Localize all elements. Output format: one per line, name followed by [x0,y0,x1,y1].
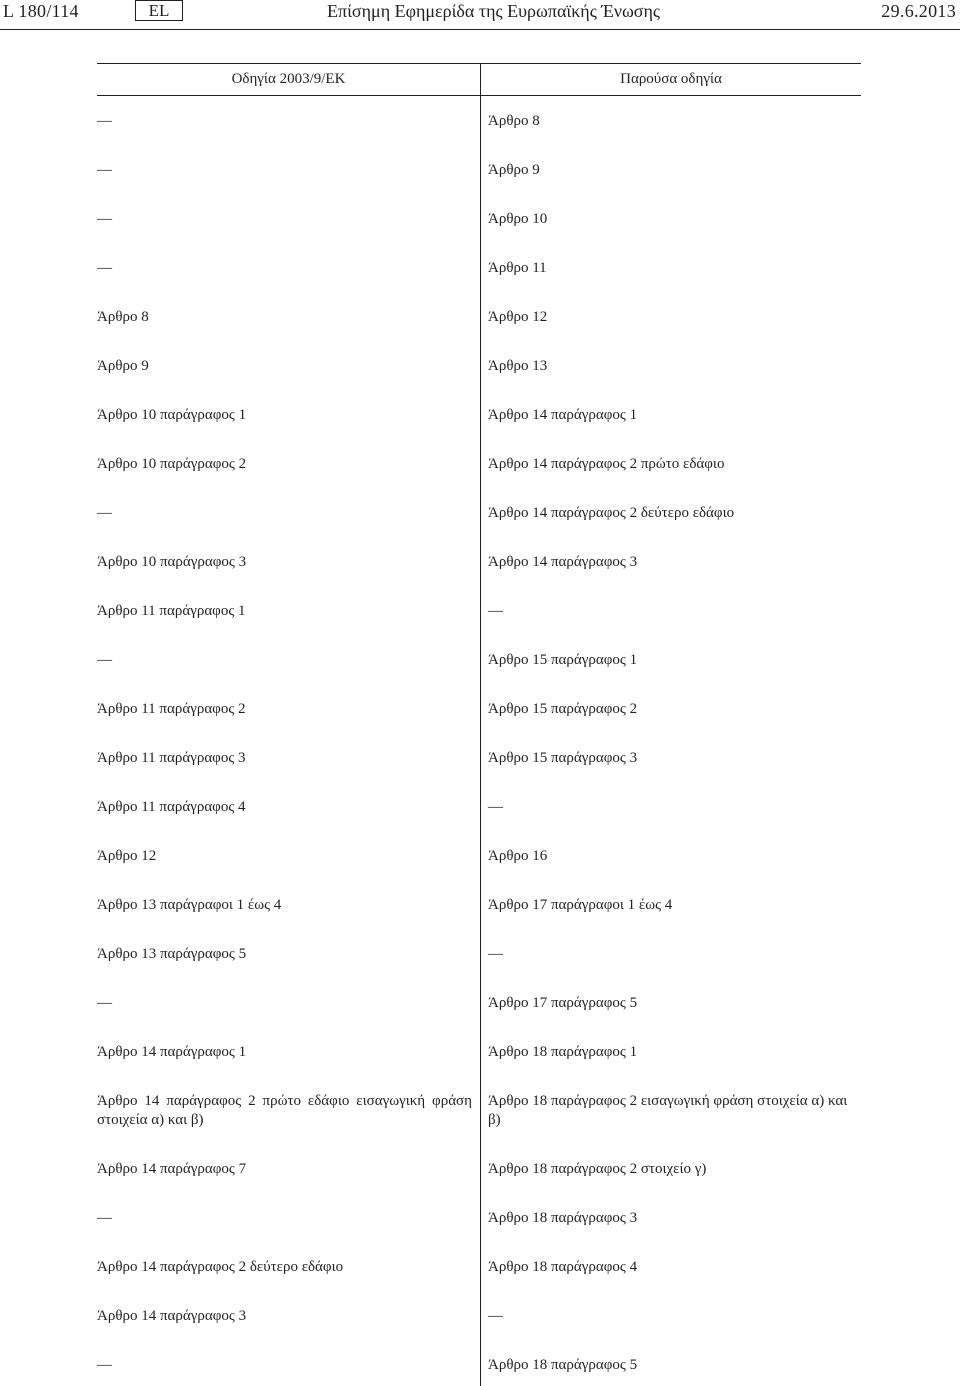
cell-present-directive: Άρθρο 14 παράγραφος 2 πρώτο εδάφιο [488,456,725,472]
cell-present-directive: Άρθρο 18 παράγραφος 3 [488,1210,638,1226]
cell-present-directive: Άρθρο 17 παράγραφος 5 [488,995,638,1011]
cell-old-directive: — [97,505,112,521]
table-top-rule [97,63,861,64]
cell-present-directive: Άρθρο 18 παράγραφος 1 [488,1044,638,1060]
cell-present-directive: Άρθρο 18 παράγραφος 2 εισαγωγική φράση στοιχεία α) και β) [488,1093,848,1128]
cell-present-directive: — [488,799,503,815]
cell-present-directive: Άρθρο 15 παράγραφος 3 [488,750,638,766]
cell-present-directive: Άρθρο 9 [488,162,540,178]
cell-present-directive: Άρθρο 12 [488,309,548,325]
cell-old-directive: Άρθρο 14 παράγραφος 1 [97,1044,247,1060]
header-rule [0,29,960,30]
cell-present-directive: Άρθρο 14 παράγραφος 2 δεύτερο εδάφιο [488,505,735,521]
cell-present-directive: Άρθρο 14 παράγραφος 3 [488,554,638,570]
cell-present-directive: Άρθρο 10 [488,211,548,227]
column-header-old-directive: Οδηγία 2003/9/ΕΚ [231,71,346,87]
cell-present-directive: Άρθρο 16 [488,848,548,864]
cell-old-directive: Άρθρο 14 παράγραφος 3 [97,1308,247,1324]
cell-old-directive: — [97,1210,112,1226]
cell-old-directive: Άρθρο 10 παράγραφος 1 [97,407,247,423]
page-header [0,0,960,30]
cell-old-directive: Άρθρο 14 παράγραφος 7 [97,1161,247,1177]
cell-old-directive: — [97,162,112,178]
page-number: L 180/114 [3,1,79,21]
cell-present-directive: — [488,603,503,619]
cell-present-directive: — [488,1308,503,1324]
cell-old-directive: Άρθρο 9 [97,358,149,374]
cell-old-directive: Άρθρο 14 παράγραφος 2 πρώτο εδάφιο εισαγωγική φράση στοιχεία α) και β) [97,1093,472,1128]
cell-present-directive: — [488,946,503,962]
table-header-rule [97,95,861,96]
cell-present-directive: Άρθρο 8 [488,113,540,129]
cell-old-directive: — [97,211,112,227]
cell-present-directive: Άρθρο 18 παράγραφος 5 [488,1357,638,1373]
cell-old-directive: Άρθρο 11 παράγραφος 1 [97,603,246,619]
cell-old-directive: Άρθρο 10 παράγραφος 2 [97,456,247,472]
column-divider [480,63,481,1386]
cell-old-directive: Άρθρο 11 παράγραφος 2 [97,701,246,717]
cell-old-directive: — [97,995,112,1011]
cell-old-directive: — [97,113,112,129]
journal-title: Επίσημη Εφημερίδα της Ευρωπαϊκής Ένωσης [327,1,661,21]
cell-old-directive: Άρθρο 13 παράγραφοι 1 έως 4 [97,897,282,913]
cell-present-directive: Άρθρο 18 παράγραφος 2 στοιχείο γ) [488,1161,707,1177]
cell-old-directive: Άρθρο 8 [97,309,149,325]
cell-present-directive: Άρθρο 14 παράγραφος 1 [488,407,638,423]
cell-old-directive: — [97,260,112,276]
cell-old-directive: Άρθρο 13 παράγραφος 5 [97,946,247,962]
cell-present-directive: Άρθρο 15 παράγραφος 2 [488,701,638,717]
cell-present-directive: Άρθρο 11 [488,260,547,276]
cell-old-directive: Άρθρο 12 [97,848,157,864]
cell-old-directive: — [97,652,112,668]
cell-present-directive: Άρθρο 17 παράγραφοι 1 έως 4 [488,897,673,913]
correlation-table [97,63,861,1386]
cell-old-directive: Άρθρο 10 παράγραφος 3 [97,554,247,570]
cell-present-directive: Άρθρο 18 παράγραφος 4 [488,1259,638,1275]
cell-present-directive: Άρθρο 15 παράγραφος 1 [488,652,638,668]
cell-present-directive: Άρθρο 13 [488,358,548,374]
publication-date: 29.6.2013 [881,1,956,21]
cell-old-directive: Άρθρο 11 παράγραφος 3 [97,750,246,766]
column-header-present-directive: Παρούσα οδηγία [620,71,722,87]
cell-old-directive: Άρθρο 11 παράγραφος 4 [97,799,246,815]
cell-old-directive: — [97,1357,112,1373]
language-badge: EL [135,0,183,21]
cell-old-directive: Άρθρο 14 παράγραφος 2 δεύτερο εδάφιο [97,1259,344,1275]
